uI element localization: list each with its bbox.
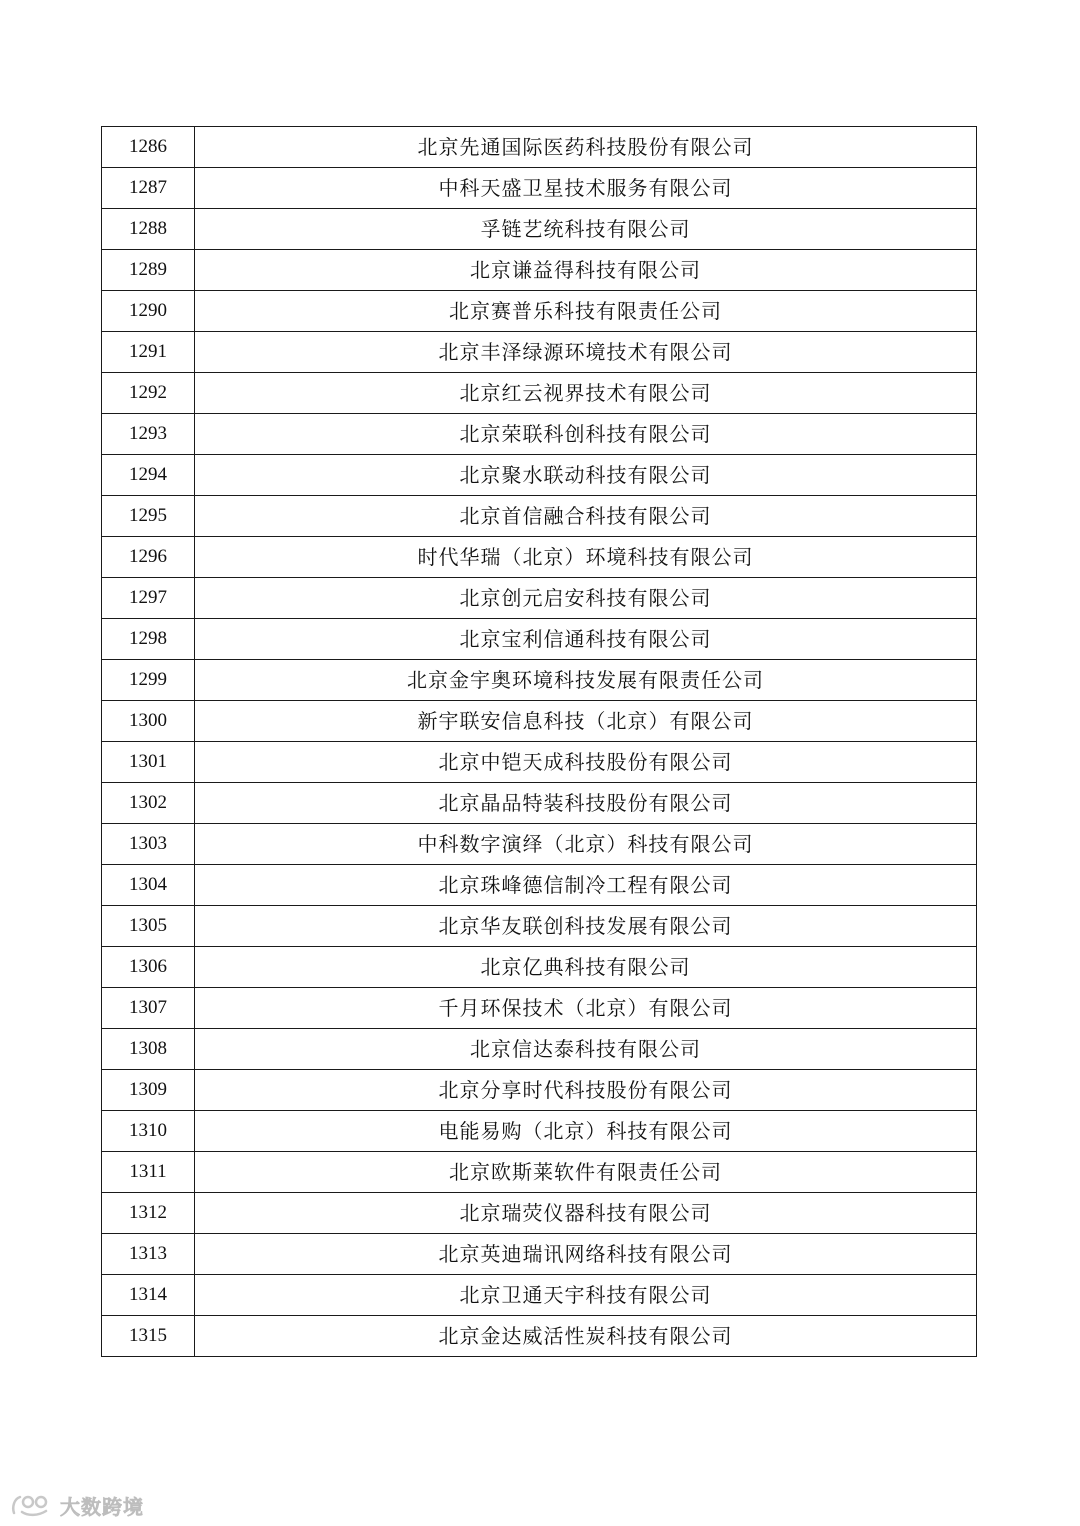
company-name: 北京创元启安科技有限公司 bbox=[195, 578, 977, 619]
table-row bbox=[102, 742, 977, 783]
company-name: 北京先通国际医药科技股份有限公司 bbox=[195, 127, 977, 168]
row-number: 1304 bbox=[102, 865, 195, 906]
table-row bbox=[102, 906, 977, 947]
company-name: 北京分享时代科技股份有限公司 bbox=[195, 1070, 977, 1111]
company-name: 中科天盛卫星技术服务有限公司 bbox=[195, 168, 977, 209]
table-row bbox=[102, 537, 977, 578]
row-number: 1286 bbox=[102, 127, 195, 168]
table-row bbox=[102, 168, 977, 209]
row-number: 1300 bbox=[102, 701, 195, 742]
table-row bbox=[102, 1152, 977, 1193]
row-number: 1290 bbox=[102, 291, 195, 332]
table-row bbox=[102, 783, 977, 824]
table-row bbox=[102, 373, 977, 414]
company-name: 北京卫通天宇科技有限公司 bbox=[195, 1275, 977, 1316]
table-row bbox=[102, 988, 977, 1029]
row-number: 1312 bbox=[102, 1193, 195, 1234]
company-name: 北京首信融合科技有限公司 bbox=[195, 496, 977, 537]
row-number: 1292 bbox=[102, 373, 195, 414]
company-name: 时代华瑞（北京）环境科技有限公司 bbox=[195, 537, 977, 578]
table-row bbox=[102, 414, 977, 455]
row-number: 1297 bbox=[102, 578, 195, 619]
company-name: 北京丰泽绿源环境技术有限公司 bbox=[195, 332, 977, 373]
watermark bbox=[10, 1490, 144, 1520]
row-number: 1314 bbox=[102, 1275, 195, 1316]
table-row bbox=[102, 1234, 977, 1275]
table-row bbox=[102, 291, 977, 332]
company-name: 北京金达威活性炭科技有限公司 bbox=[195, 1316, 977, 1357]
company-name: 北京欧斯莱软件有限责任公司 bbox=[195, 1152, 977, 1193]
row-number: 1305 bbox=[102, 906, 195, 947]
row-number: 1306 bbox=[102, 947, 195, 988]
table-row bbox=[102, 578, 977, 619]
row-number: 1299 bbox=[102, 660, 195, 701]
table-row bbox=[102, 947, 977, 988]
company-name: 北京赛普乐科技有限责任公司 bbox=[195, 291, 977, 332]
company-name: 北京亿典科技有限公司 bbox=[195, 947, 977, 988]
row-number: 1309 bbox=[102, 1070, 195, 1111]
table-row bbox=[102, 660, 977, 701]
company-name: 北京晶品特装科技股份有限公司 bbox=[195, 783, 977, 824]
row-number: 1302 bbox=[102, 783, 195, 824]
company-list-table bbox=[101, 126, 977, 1357]
company-name: 北京中铠天成科技股份有限公司 bbox=[195, 742, 977, 783]
table-row bbox=[102, 1275, 977, 1316]
watermark-text: 大数跨境 bbox=[60, 1494, 144, 1519]
row-number: 1293 bbox=[102, 414, 195, 455]
company-list-body bbox=[102, 127, 977, 1357]
company-name: 千月环保技术（北京）有限公司 bbox=[195, 988, 977, 1029]
table-row bbox=[102, 1070, 977, 1111]
table-row bbox=[102, 127, 977, 168]
row-number: 1301 bbox=[102, 742, 195, 783]
company-name: 北京金宇奥环境科技发展有限责任公司 bbox=[195, 660, 977, 701]
row-number: 1295 bbox=[102, 496, 195, 537]
company-name: 北京英迪瑞讯网络科技有限公司 bbox=[195, 1234, 977, 1275]
table-row bbox=[102, 1193, 977, 1234]
row-number: 1315 bbox=[102, 1316, 195, 1357]
table-row bbox=[102, 1111, 977, 1152]
row-number: 1313 bbox=[102, 1234, 195, 1275]
table-row bbox=[102, 1316, 977, 1357]
company-name: 北京瑞荧仪器科技有限公司 bbox=[195, 1193, 977, 1234]
table-row bbox=[102, 250, 977, 291]
row-number: 1303 bbox=[102, 824, 195, 865]
table-row bbox=[102, 209, 977, 250]
row-number: 1289 bbox=[102, 250, 195, 291]
row-number: 1287 bbox=[102, 168, 195, 209]
company-name: 孚链艺统科技有限公司 bbox=[195, 209, 977, 250]
row-number: 1310 bbox=[102, 1111, 195, 1152]
company-name: 北京谦益得科技有限公司 bbox=[195, 250, 977, 291]
row-number: 1288 bbox=[102, 209, 195, 250]
row-number: 1308 bbox=[102, 1029, 195, 1070]
row-number: 1307 bbox=[102, 988, 195, 1029]
company-name: 北京珠峰德信制冷工程有限公司 bbox=[195, 865, 977, 906]
company-name: 北京荣联科创科技有限公司 bbox=[195, 414, 977, 455]
table-row bbox=[102, 701, 977, 742]
table-row bbox=[102, 619, 977, 660]
company-name: 中科数字演绎（北京）科技有限公司 bbox=[195, 824, 977, 865]
brand-logo-icon bbox=[10, 1493, 54, 1517]
row-number: 1311 bbox=[102, 1152, 195, 1193]
company-name: 电能易购（北京）科技有限公司 bbox=[195, 1111, 977, 1152]
table-row bbox=[102, 332, 977, 373]
company-name: 新宇联安信息科技（北京）有限公司 bbox=[195, 701, 977, 742]
table-row bbox=[102, 455, 977, 496]
row-number: 1296 bbox=[102, 537, 195, 578]
company-name: 北京宝利信通科技有限公司 bbox=[195, 619, 977, 660]
row-number: 1291 bbox=[102, 332, 195, 373]
company-name: 北京红云视界技术有限公司 bbox=[195, 373, 977, 414]
company-name: 北京信达泰科技有限公司 bbox=[195, 1029, 977, 1070]
table-row bbox=[102, 824, 977, 865]
company-name: 北京华友联创科技发展有限公司 bbox=[195, 906, 977, 947]
row-number: 1294 bbox=[102, 455, 195, 496]
company-name: 北京聚水联动科技有限公司 bbox=[195, 455, 977, 496]
table-row bbox=[102, 1029, 977, 1070]
table-row bbox=[102, 865, 977, 906]
row-number: 1298 bbox=[102, 619, 195, 660]
table-row bbox=[102, 496, 977, 537]
